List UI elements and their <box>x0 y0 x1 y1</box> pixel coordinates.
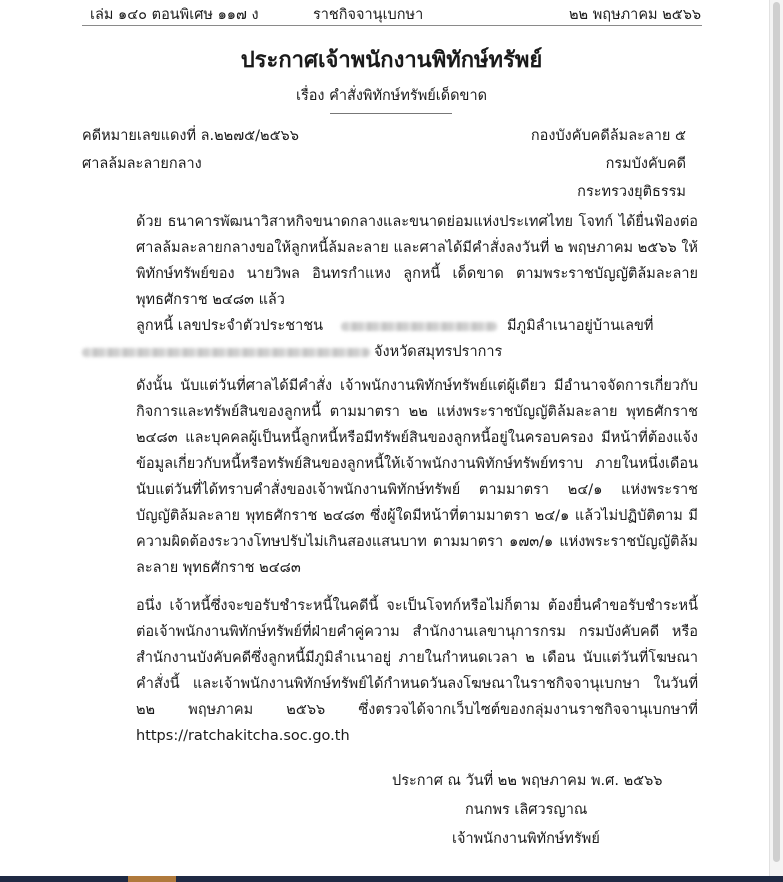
gazette-date: ๒๒ พฤษภาคม ๒๕๖๖ <box>569 7 702 23</box>
footer-accent <box>128 876 176 882</box>
bankruptcy-division: กองบังคับคดีล้มละลาย ๕ <box>530 128 686 144</box>
gazette-volume: เล่ม ๑๔๐ ตอนพิเศษ ๑๑๗ ง <box>90 7 259 23</box>
announcement-date: ประกาศ ณ วันที่ ๒๒ พฤษภาคม พ.ศ. ๒๕๖๖ <box>392 773 663 789</box>
scrollbar-thumb[interactable] <box>773 2 780 862</box>
gazette-name: ราชกิจจานุเบกษา <box>313 7 424 23</box>
paragraph-petition-text: ด้วย ธนาคารพัฒนาวิสาหกิจขนาดกลางและขนาดย่อมแห่งประเทศไทย โจทก์ ได้ยื่นฟ้องต่อศาลล้มละลายกลางขอให้ลูกหนี้ล้มละลาย และศาลได้มีคำสั่งลงวันที่ ๒ พฤษภาคม ๒๕๖๖ ให้พิทักษ์ทรัพย์ของ นายวิพล อินทรกำแหง ลูกหนี้ เด็ดขาด ตามพระราชบัญญัติล้มละลาย พุทธศักราช ๒๔๘๓ แล้ว <box>136 214 698 308</box>
paragraph-debtor <box>82 313 698 365</box>
page-title: ประกาศเจ้าพนักงานพิทักษ์ทรัพย์ <box>240 48 543 73</box>
paragraph-creditor-claims-text: อนึ่ง เจ้าหนี้ซึ่งจะขอรับชำระหนี้ในคดีนี้ จะเป็นโจทก์หรือไม่ก็ตาม ต้องยื่นคำขอรับชำระหนี้ต่อเจ้าพนักงานพิทักษ์ทรัพย์ที่ฝ่ายคำคู่ความ สำนักงานเลขานุการกรม กรมบังคับคดี หรือ สำนักงานบังคับคดีซึ่งลูกหนี้มีภูมิลำเนาอยู่ ภายในกำหนดเวลา ๒ เดือน นับแต่วันที่โฆษณาคำสั่งนี้ และเจ้าพนักงานพิทักษ์ทรัพย์ได้กำหนดวันลงโฆษณาในราชกิจจานุเบกษา ในวันที่ ๒๒ พฤษภาคม ๒๕๖๖ ซึ่งตรวจได้จากเว็บไซต์ของกลุ่มงานราชกิจจานุเบกษาที่ https://ratchakitcha.soc.go.th <box>136 598 698 744</box>
vertical-scrollbar[interactable] <box>769 0 783 876</box>
department-name: กรมบังคับคดี <box>605 156 686 172</box>
redacted-address <box>82 348 370 357</box>
footer-bar <box>0 876 783 882</box>
header-divider <box>82 25 702 26</box>
page-subject: เรื่อง คำสั่งพิทักษ์ทรัพย์เด็ดขาด <box>295 88 488 104</box>
case-number: คดีหมายเลขแดงที่ ล.๒๒๗๕/๒๕๖๖ <box>82 128 299 144</box>
paragraph-creditor-claims <box>82 593 698 749</box>
paragraph-trustee-powers <box>82 373 698 581</box>
debtor-province: จังหวัดสมุทรปราการ <box>374 344 503 360</box>
debtor-address-line <box>82 339 698 365</box>
court-name: ศาลล้มละลายกลาง <box>82 156 202 172</box>
redacted-id-number <box>341 322 497 331</box>
subject-divider <box>330 113 452 114</box>
ministry-name: กระทรวงยุติธรรม <box>577 184 686 200</box>
debtor-id-label: ลูกหนี้ เลขประจำตัวประชาชน <box>136 318 323 334</box>
signatory-position: เจ้าพนักงานพิทักษ์ทรัพย์ <box>452 831 600 847</box>
signatory-name: กนกพร เลิศวรญาณ <box>465 802 588 818</box>
debtor-address-label: มีภูมิลำเนาอยู่บ้านเลขที่ <box>507 318 654 334</box>
paragraph-petition <box>82 209 698 313</box>
debtor-line <box>82 313 698 339</box>
paragraph-trustee-powers-text: ดังนั้น นับแต่วันที่ศาลได้มีคำสั่ง เจ้าพนักงานพิทักษ์ทรัพย์แต่ผู้เดียว มีอำนาจจัดการเกี่ยวกับกิจการและทรัพย์สินของลูกหนี้ ตามมาตรา ๒๒ แห่งพระราชบัญญัติล้มละลาย พุทธศักราช ๒๔๘๓ และบุคคลผู้เป็นหนี้ลูกหนี้หรือมีทรัพย์สินของลูกหนี้อยู่ในครอบครอง มีหน้าที่ต้องแจ้งข้อมูลเกี่ยวกับหนี้หรือทรัพย์สินของลูกหนี้ให้เจ้าพนักงานพิทักษ์ทรัพย์ทราบ ภายในหนึ่งเดือนนับแต่วันที่ได้ทราบคำสั่งของเจ้าพนักงานพิทักษ์ทรัพย์ ตามมาตรา ๒๔/๑ แห่งพระราชบัญญัติล้มละลาย พุทธศักราช ๒๔๘๓ ซึ่งผู้ใดมีหน้าที่ตามมาตรา ๒๔/๑ แล้วไม่ปฏิบัติตาม มีความผิดต้องระวางโทษปรับไม่เกินสองแสนบาท ตามมาตรา ๑๗๓/๑ แห่งพระราชบัญญัติล้มละลาย พุทธศักราช ๒๔๘๓ <box>136 378 698 576</box>
